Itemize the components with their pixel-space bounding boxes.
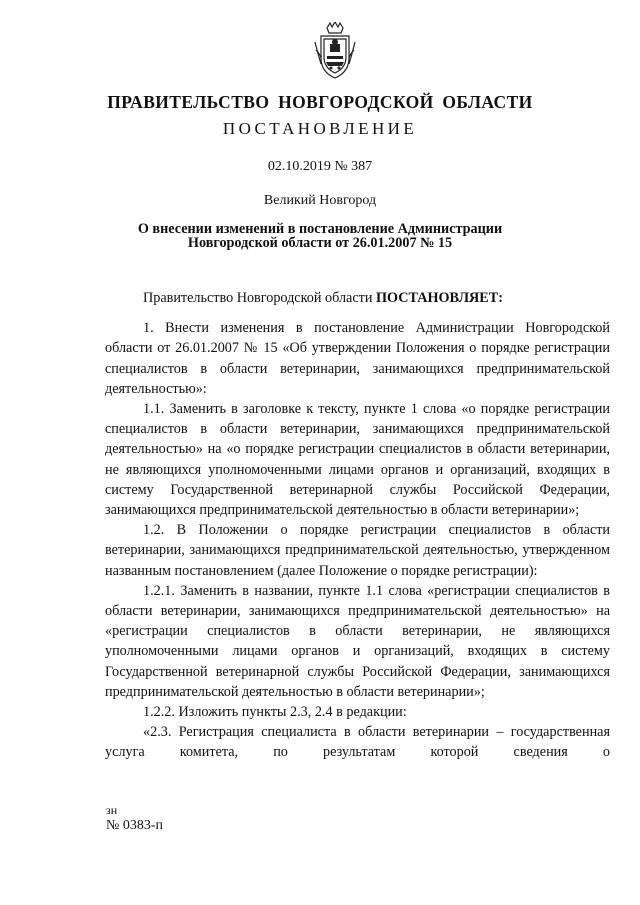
- document-title: [0, 222, 640, 250]
- paragraph-1-2-1: 1.2.1. Заменить в названии, пункте 1.1 слова «регистрации специалистов в области ветеринарии, занимающихся предпринимательской деятельностью» на «регистрации специалистов в области ветеринарии, не являющихся уполномоченными лицами органов и организаций, входящих в систему Государственной ветеринарной службы Российской Федерации, занимающихся предпринимательской деятельностью в области ветеринарии»;: [105, 582, 610, 700]
- paragraph-2-3: «2.3. Регистрация специалиста в области ветеринарии – государственная услуга комитета, по результатам которой сведения о: [105, 724, 610, 761]
- registration-code: № 0383-п: [106, 818, 164, 833]
- document-type: ПОСТАНОВЛЕНИЕ: [222, 119, 418, 138]
- paragraph-1-2-2: 1.2.2. Изложить пункты 2.3, 2.4 в редакции:: [143, 704, 407, 721]
- paragraph-1: 1. Внести изменения в постановление Администрации Новгородской области от 26.01.2007 № 15 «Об утверждении Положения о порядке регистрации специалистов в области ветеринарии, занимающихся предпринимательской деятельностью»:: [105, 320, 610, 397]
- paragraph-1-2: 1.2. В Положении о порядке регистрации специалистов в области ветеринарии, занимающихся предпринимательской деятельностью, утвержденном названным постановлением (далее Положение о порядке регистрации):: [105, 522, 610, 579]
- coat-of-arms-icon: [313, 22, 357, 82]
- intro-bold: ПОСТАНОВЛЯЕТ:: [375, 290, 503, 306]
- city: Великий Новгород: [263, 193, 377, 208]
- executor-initials: зн: [106, 803, 118, 817]
- government-name: ПРАВИТЕЛЬСТВО НОВГОРОДСКОЙ ОБЛАСТИ: [107, 92, 533, 112]
- intro-text: Правительство Новгородской области: [143, 290, 376, 306]
- date-and-number: 02.10.2019 № 387: [267, 159, 373, 174]
- title-line-1: О внесении изменений в постановление Администрации: [137, 221, 503, 237]
- document-body: [105, 288, 610, 763]
- paragraph-1-1: 1.1. Заменить в заголовке к тексту, пункте 1 слова «о порядке регистрации специалистов в области ветеринарии, занимающихся предпринимательской деятельностью» на «о порядке регистрации специалистов в области ветеринарии, не являющихся уполномоченными лицами органов и организаций, входящих в систему Государственной ветеринарной службы Российской Федерации, занимающихся предпринимательской деятельностью в области ветеринарии»;: [105, 401, 610, 519]
- title-line-2: Новгородской области от 26.01.2007 № 15: [187, 235, 453, 251]
- intro-paragraph: [105, 288, 610, 308]
